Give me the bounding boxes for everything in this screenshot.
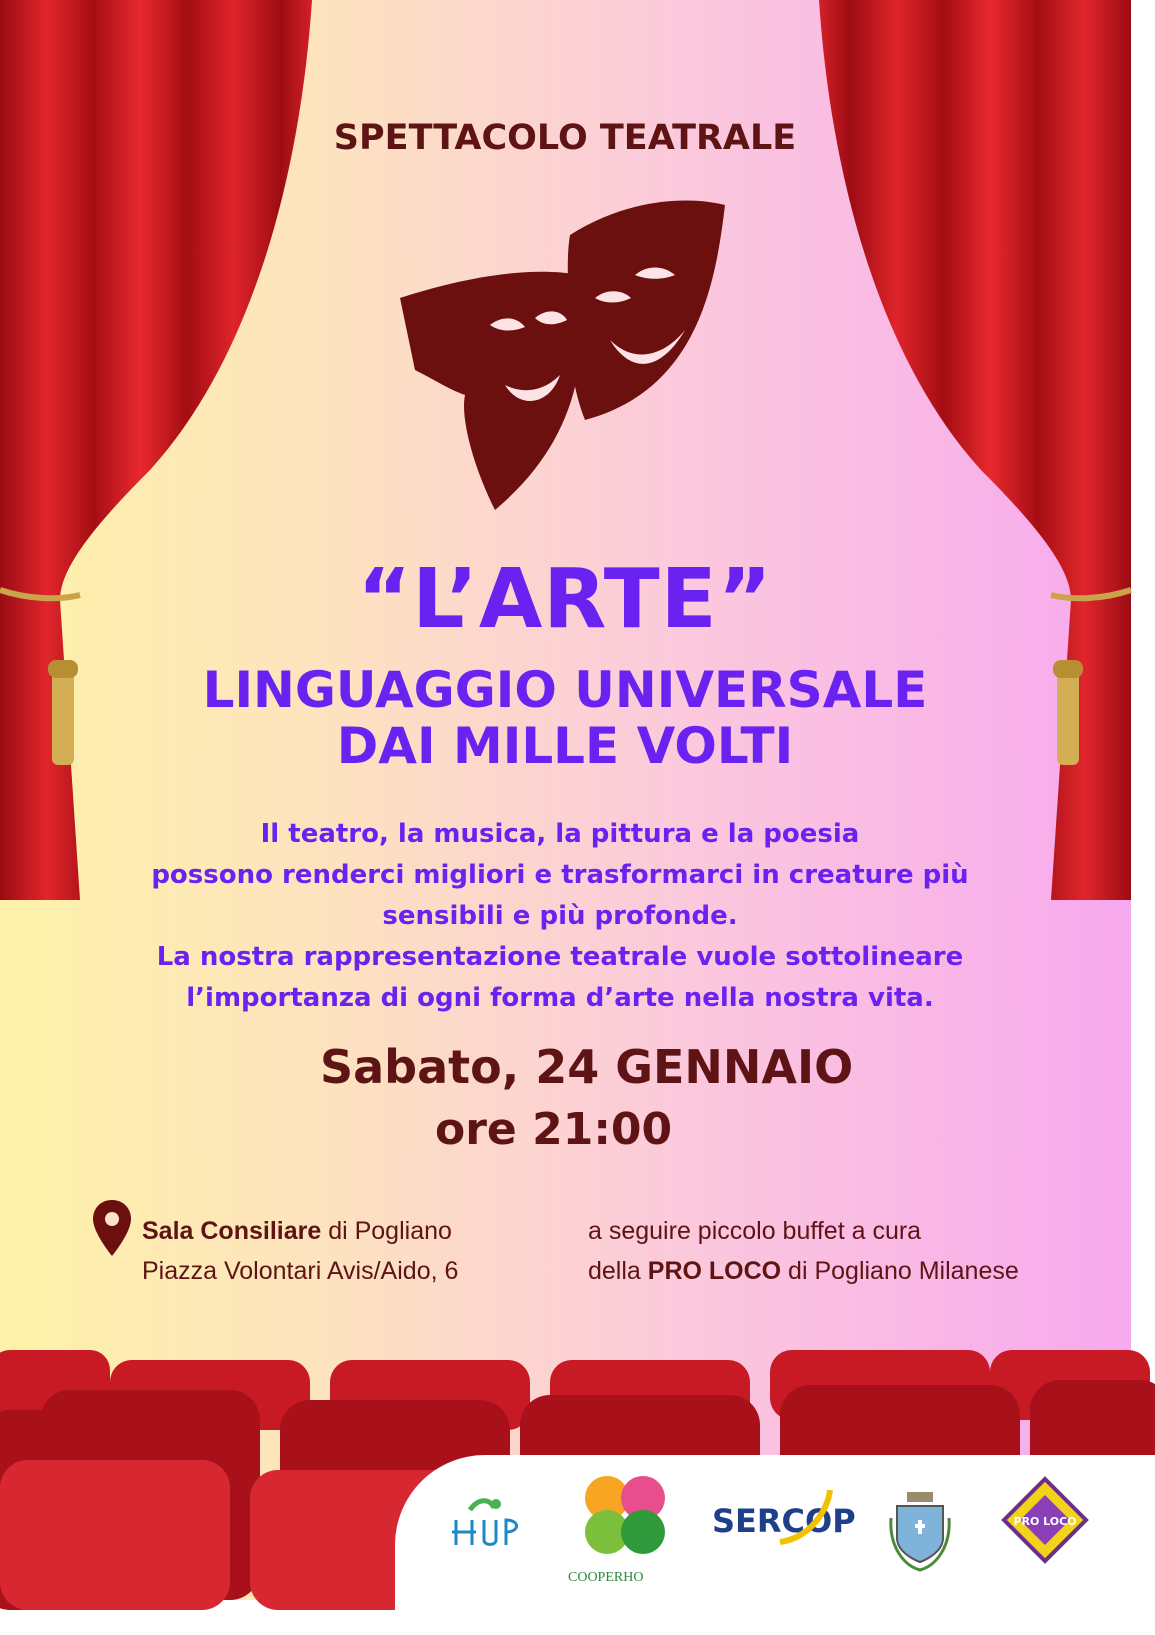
cooperho-label: COOPERHO	[568, 1570, 644, 1585]
buffet-info	[588, 1211, 1019, 1291]
description-line: Il teatro, la musica, la pittura e la poesia	[260, 819, 860, 849]
buffet-line-1: a seguire piccolo buffet a cura	[588, 1217, 922, 1245]
subtitle-line-1: LINGUAGGIO UNIVERSALE	[202, 661, 928, 719]
pro-loco-name: PRO LOCO	[647, 1257, 782, 1285]
venue-name: Sala Consiliare	[142, 1217, 322, 1245]
left-curtain	[0, 0, 320, 920]
event-date: Sabato, 24 GENNAIO	[320, 1040, 854, 1094]
description-line: sensibili e più profonde.	[382, 901, 738, 931]
sercop-logo	[710, 1480, 856, 1565]
location-pin-icon	[93, 1200, 131, 1256]
cooperho-logo	[575, 1470, 675, 1570]
event-title: “L’ARTE”	[357, 552, 773, 647]
sercop-wordmark: SERCOP	[712, 1502, 856, 1540]
description-line: possono renderci migliori e trasformarci in creature più	[151, 860, 969, 890]
buffet-line-2: della PRO LOCO di Pogliano Milanese	[588, 1257, 1019, 1285]
venue-name-line	[142, 1211, 458, 1251]
venue-info	[142, 1211, 458, 1291]
event-description	[120, 814, 1000, 1019]
event-category: SPETTACOLO TEATRALE	[333, 118, 797, 158]
pro-loco-logo-text: PRO LOCO	[1013, 1515, 1077, 1528]
pro-loco-logo	[1000, 1475, 1090, 1565]
subtitle-line-2: DAI MILLE VOLTI	[336, 717, 794, 775]
description-line: La nostra rappresentazione teatrale vuole sottolineare	[156, 942, 964, 972]
venue-name-suffix: di Pogliano	[321, 1217, 452, 1245]
event-subtitle	[150, 662, 980, 774]
comune-crest-logo	[885, 1478, 955, 1573]
venue-address: Piazza Volontari Avis/Aido, 6	[142, 1257, 459, 1285]
hop-logo	[450, 1490, 540, 1550]
theatre-masks-icon	[395, 180, 740, 525]
description-line: l’importanza di ogni forma d’arte nella nostra vita.	[186, 983, 934, 1013]
right-curtain	[811, 0, 1131, 920]
event-time: ore 21:00	[435, 1104, 673, 1155]
